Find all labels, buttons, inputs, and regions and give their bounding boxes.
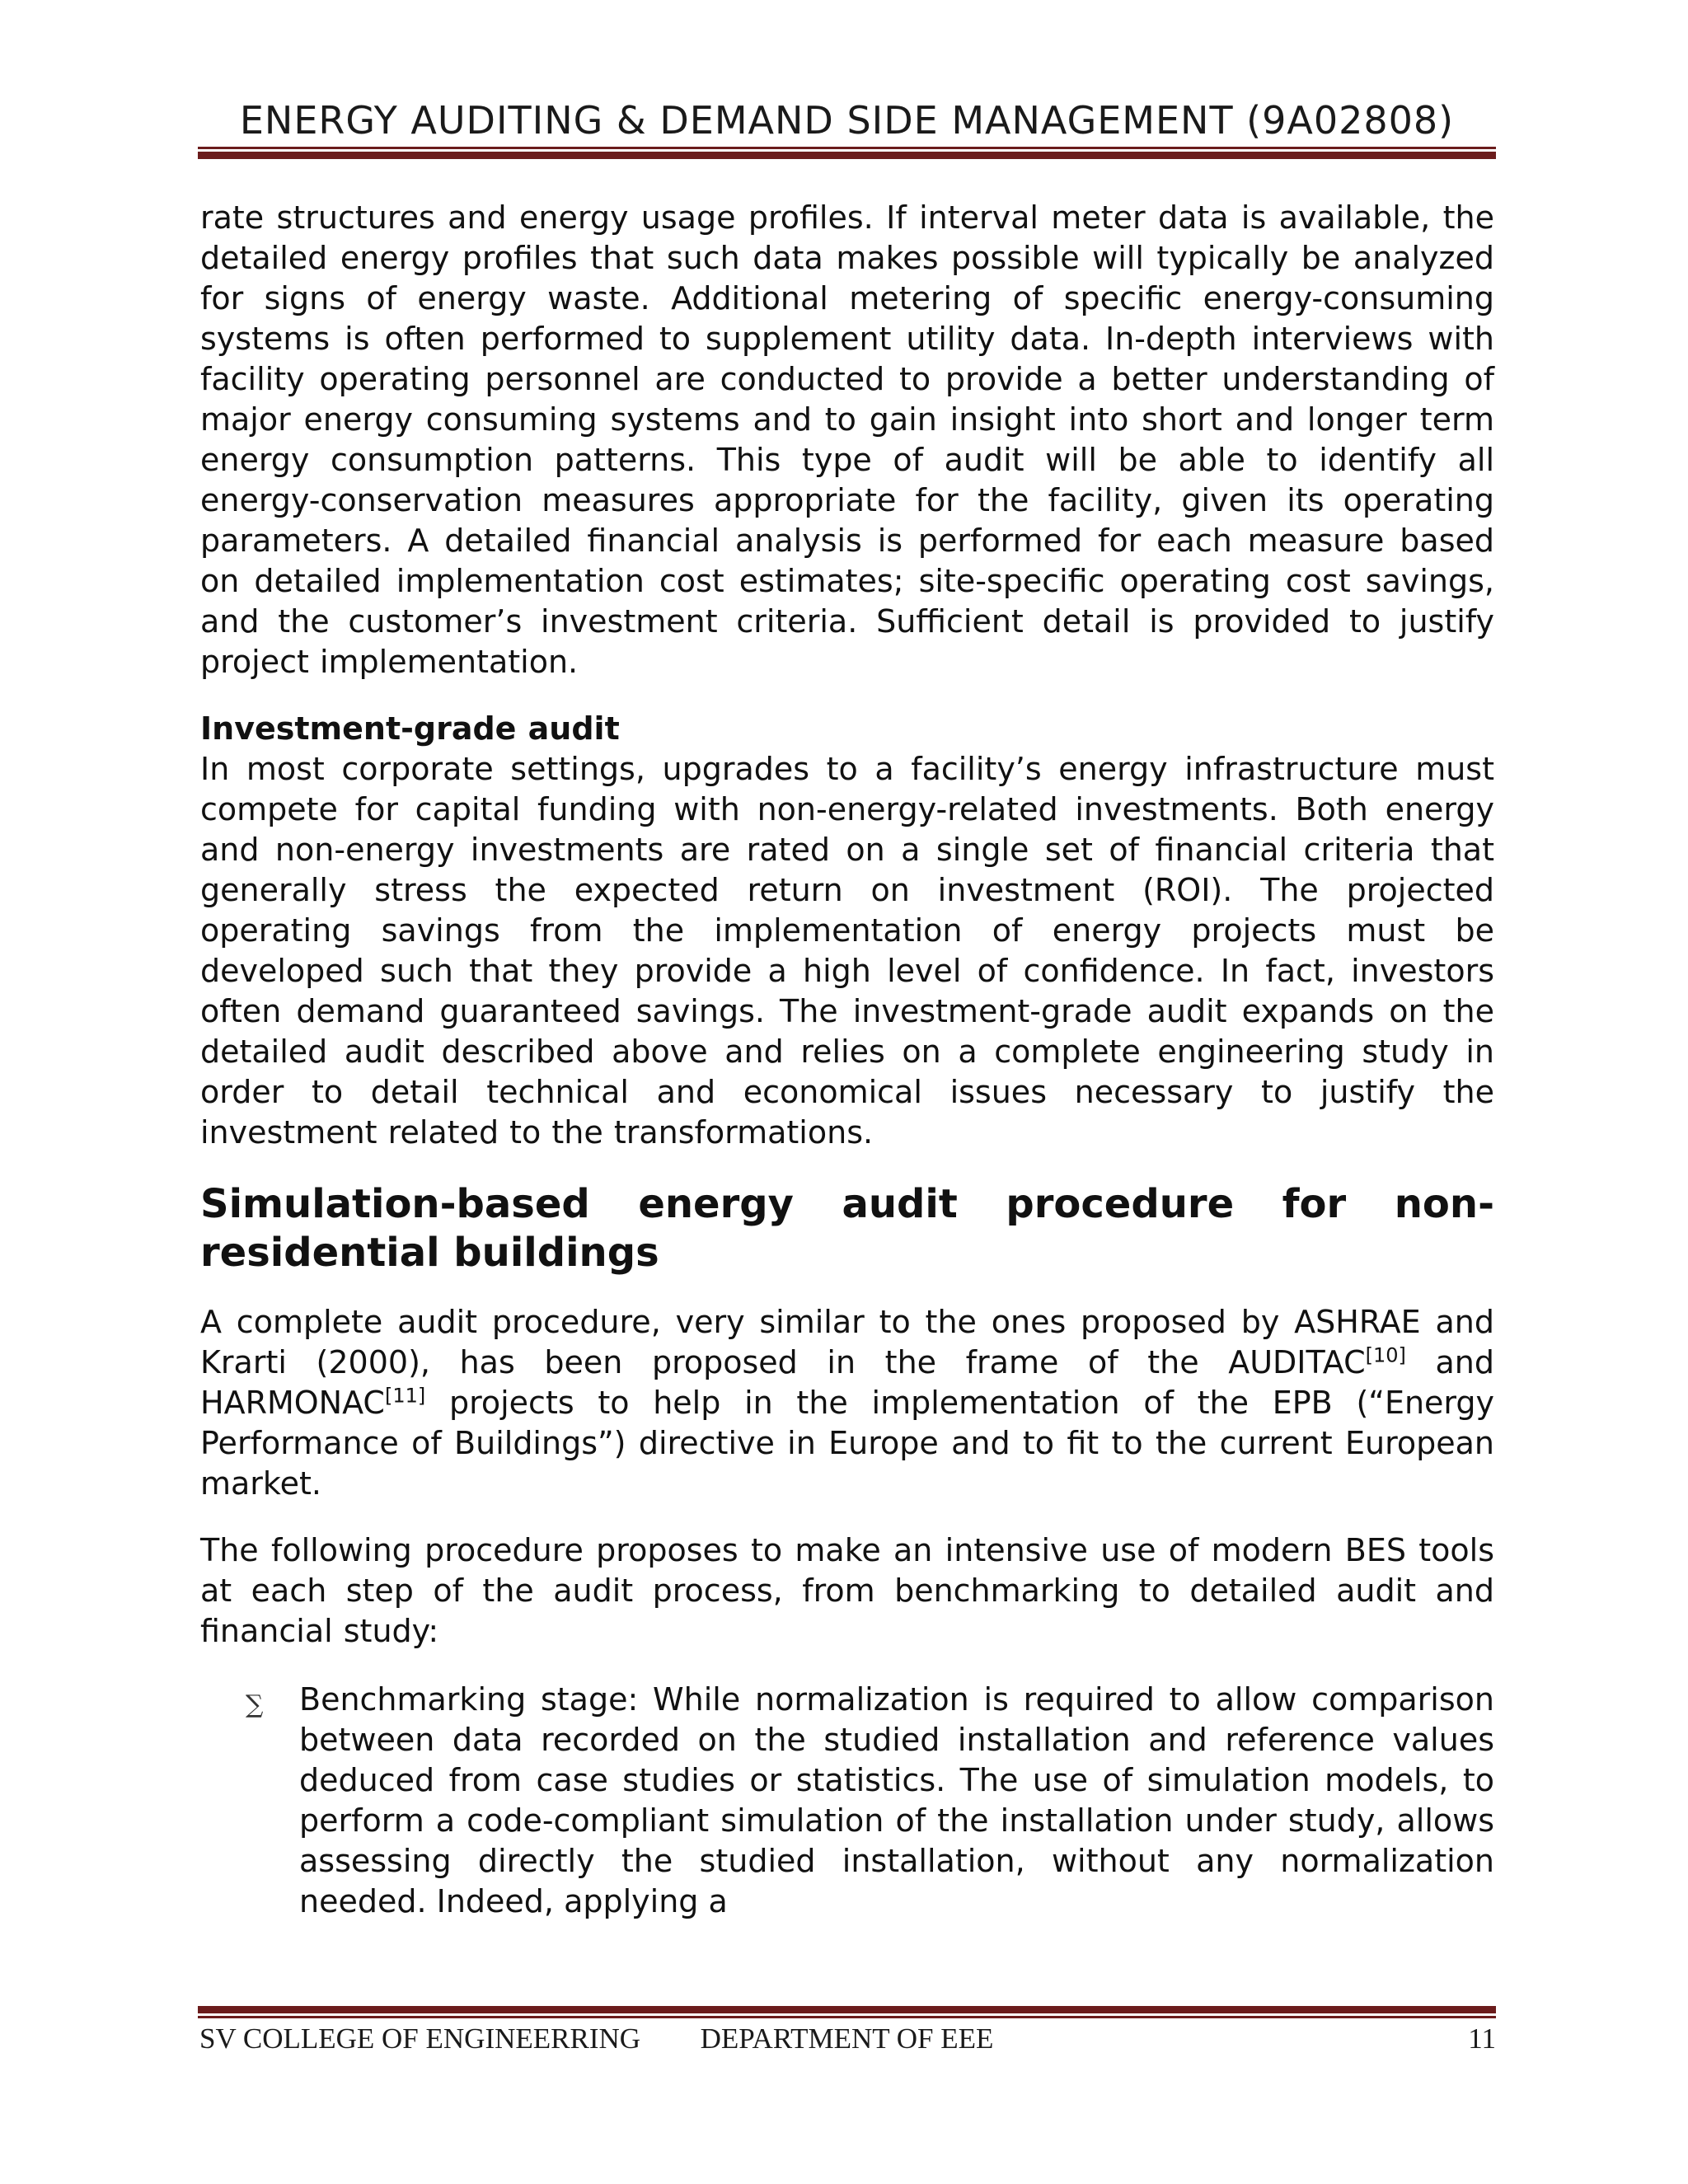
bullet-text: Benchmarking stage: While normalization is required to allow comparison between data recorded on the studied installation and reference values deduced from case studies or statistics. The use of simulation models, to perform a code-compliant simulation of the installation under study, allows assessing directly the studied installation, without any normalization needed. Indeed, applying a	[299, 1681, 1494, 1919]
simulation-paragraph-2: The following procedure proposes to make an intensive use of modern BES tools at each step of the audit process, from benchmarking to detailed audit and financial study:	[200, 1532, 1494, 1649]
simulation-paragraph-1	[200, 1302, 1494, 1504]
header-rule	[198, 147, 1496, 159]
investment-grade-heading: Investment-grade audit	[200, 710, 620, 747]
reference-harmonac: [11]	[384, 1384, 426, 1408]
sigma-bullet-icon: ∑	[246, 1690, 264, 1719]
footer-college: SV COLLEGE OF ENGINEERRING	[199, 2022, 641, 2055]
simulation-paragraph-1-part1: A complete audit procedure, very similar to the ones proposed by ASHRAE and Krarti (2000), has been proposed in the frame of the AUDITAC	[200, 1304, 1494, 1380]
document-title: ENERGY AUDITING & DEMAND SIDE MANAGEMENT (9A02808)	[239, 98, 1455, 143]
page-content	[200, 198, 1494, 1922]
simulation-section-heading: Simulation-based energy audit procedure for non-residential buildings	[200, 1181, 1494, 1276]
footer-department: DEPARTMENT OF EEE	[700, 2022, 994, 2055]
procedure-bullet-list	[200, 1680, 1494, 1922]
list-item	[200, 1680, 1494, 1922]
footer-rule	[198, 2006, 1496, 2018]
simulation-paragraph-1-part2: and HARMONAC	[200, 1344, 1494, 1421]
simulation-paragraph-1-part3: projects to help in the implementation of the EPB (“Energy Performance of Buildings”) directive in Europe and to fit to the current European market.	[200, 1385, 1494, 1502]
page-number: 11	[1468, 2022, 1496, 2055]
intro-paragraph: rate structures and energy usage profiles. If interval meter data is available, the detailed energy profiles that such data makes possible will typically be analyzed for signs of energy waste. Additional metering of specific energy-consuming systems is often performed to supplement utility data. In-depth interviews with facility operating personnel are conducted to provide a better understanding of major energy consuming systems and to gain insight into short and longer term energy consumption patterns. This type of audit will be able to identify all energy-conservation measures appropriate for the facility, given its operating parameters. A detailed financial analysis is performed for each measure based on detailed implementation cost estimates; site-specific operating cost savings, and the customer’s investment criteria. Sufficient detail is provided to justify project implementation.	[200, 199, 1494, 680]
investment-grade-paragraph: In most corporate settings, upgrades to a facility’s energy infrastructure must compete for capital funding with non-energy-related investments. Both energy and non-energy investments are rated on a single set of financial criteria that generally stress the expected return on investment (ROI). The projected operating savings from the implementation of energy projects must be developed such that they provide a high level of confidence. In fact, investors often demand guaranteed savings. The investment-grade audit expands on the detailed audit described above and relies on a complete engineering study in order to detail technical and economical issues necessary to justify the investment related to the transformations.	[200, 751, 1494, 1151]
reference-auditac: [10]	[1365, 1343, 1406, 1367]
